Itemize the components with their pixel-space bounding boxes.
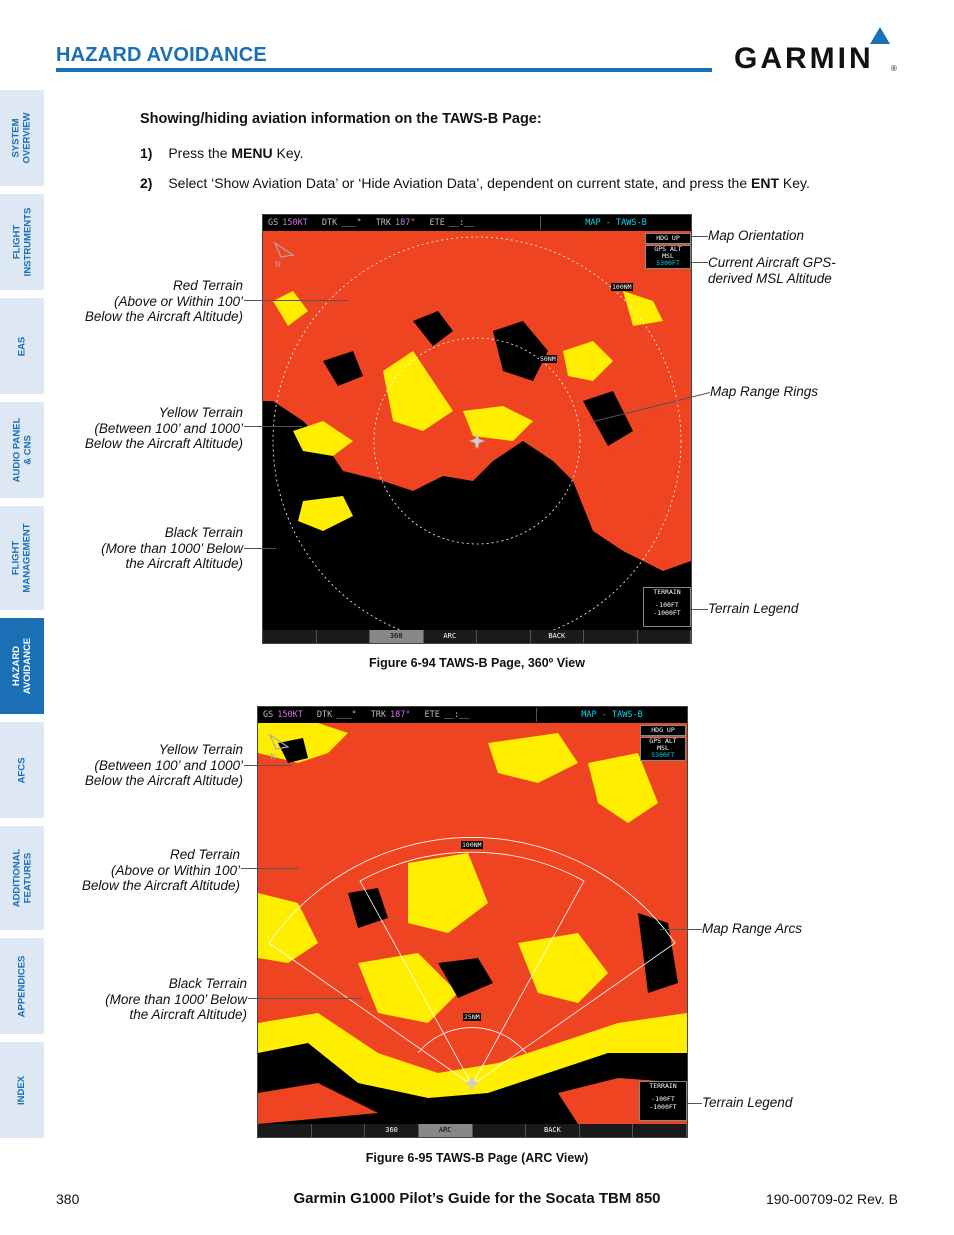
nav-status-bar-2: GS 150KT DTK ___° TRK 187° ETE __:__ MAP - TAWS-B	[258, 707, 687, 723]
header-rule	[56, 68, 712, 72]
range-label-outer-2: 100NM	[462, 841, 482, 849]
tab-flight-management[interactable]: FLIGHT MANAGEMENT	[0, 506, 44, 610]
gps-alt-box-2: GPS ALT MSL 5300FT	[640, 737, 686, 761]
softkey-arc-2[interactable]: ARC	[419, 1124, 473, 1137]
callout-map-range-arcs: Map Range Arcs	[702, 921, 803, 936]
softkey-360-2[interactable]: 360	[365, 1124, 419, 1137]
callout-red-terrain-1: Red Terrain (Above or Within 100’ Below the Aircraft Altitude)	[84, 278, 243, 324]
softkey-back-2[interactable]: BACK	[526, 1124, 580, 1137]
figure-caption-2: Figure 6-95 TAWS-B Page (ARC View)	[365, 1151, 589, 1165]
softkey-arc[interactable]: ARC	[424, 630, 478, 643]
callout-terrain-legend-2: Terrain Legend	[702, 1095, 793, 1110]
tab-flight-instruments[interactable]: FLIGHT INSTRUMENTS	[0, 194, 44, 290]
tab-appendices[interactable]: APPENDICES	[0, 938, 44, 1034]
callout-red-terrain-2: Red Terrain (Above or Within 100’ Below the Aircraft Altitude)	[81, 847, 240, 893]
terrain-legend-2: TERRAIN -100FT -1000FT	[639, 1081, 687, 1121]
section-title: HAZARD AVOIDANCE	[56, 44, 267, 66]
tab-eas[interactable]: EAS	[0, 298, 44, 394]
tab-additional-features[interactable]: ADDITIONAL FEATURES	[0, 826, 44, 930]
garmin-logo: GARMIN	[734, 42, 874, 75]
page-title-2: MAP - TAWS-B	[536, 708, 687, 722]
tab-index[interactable]: INDEX	[0, 1042, 44, 1138]
step-2: 2) Select ‘Show Aviation Data’ or ‘Hide Aviation Data’, dependent on current state, and press the ENT Key.	[140, 175, 810, 191]
callout-yellow-terrain-2: Yellow Terrain (Between 100’ and 1000’ Below the Aircraft Altitude)	[84, 742, 243, 788]
page-title: MAP - TAWS-B	[540, 216, 691, 230]
tab-afcs[interactable]: AFCS	[0, 722, 44, 818]
callout-map-orientation: Map Orientation	[708, 228, 805, 243]
orientation-box: HDG UP	[645, 233, 691, 244]
callout-gps-altitude: Current Aircraft GPS- derived MSL Altitude	[708, 255, 836, 286]
tab-audio-panel[interactable]: AUDIO PANEL & CNS	[0, 402, 44, 498]
taws-screen-arc	[257, 706, 688, 1138]
tab-hazard-avoidance[interactable]: HAZARD AVOIDANCE	[0, 618, 44, 714]
document-title: Garmin G1000 Pilot’s Guide for the Socata TBM 850	[293, 1190, 661, 1207]
taws-screen-360	[262, 214, 692, 644]
gps-alt-box: GPS ALT MSL 5300FT	[645, 245, 691, 269]
registered-mark: ®	[891, 64, 897, 73]
orientation-box-2: HDG UP	[640, 725, 686, 736]
softkey-360[interactable]: 360	[370, 630, 424, 643]
terrain-map-360	[263, 231, 691, 631]
svg-text:N: N	[270, 752, 276, 761]
range-label-outer: 100NM	[612, 283, 632, 291]
softkey-bar	[263, 630, 691, 643]
range-label-inner: 50NM	[540, 355, 556, 363]
figure-caption-1: Figure 6-94 TAWS-B Page, 360º View	[369, 656, 585, 670]
range-label-inner-2: 25NM	[464, 1013, 480, 1021]
softkey-back[interactable]: BACK	[531, 630, 585, 643]
page-number: 380	[56, 1191, 80, 1207]
callout-yellow-terrain-1: Yellow Terrain (Between 100’ and 1000’ Below the Aircraft Altitude)	[84, 405, 243, 451]
callout-terrain-legend-1: Terrain Legend	[708, 601, 799, 616]
callout-map-range-rings: Map Range Rings	[710, 384, 819, 399]
nav-status-bar: GS 150KT DTK ___° TRK 187° ETE __:__ MAP - TAWS-B	[263, 215, 691, 231]
callout-black-terrain-2: Black Terrain (More than 1000’ Below the Aircraft Altitude)	[105, 976, 247, 1022]
terrain-legend: TERRAIN -100FT -1000FT	[643, 587, 691, 627]
step-1: 1) Press the MENU Key.	[140, 145, 304, 161]
terrain-map-arc	[258, 723, 687, 1124]
softkey-bar-2	[258, 1124, 687, 1137]
tab-system-overview[interactable]: SYSTEM OVERVIEW	[0, 90, 44, 186]
document-number: 190-00709-02 Rev. B	[765, 1191, 898, 1207]
procedure-heading: Showing/hiding aviation information on the TAWS-B Page:	[140, 111, 542, 127]
callout-black-terrain-1: Black Terrain (More than 1000’ Below the Aircraft Altitude)	[101, 525, 243, 571]
svg-text:N: N	[275, 260, 281, 269]
